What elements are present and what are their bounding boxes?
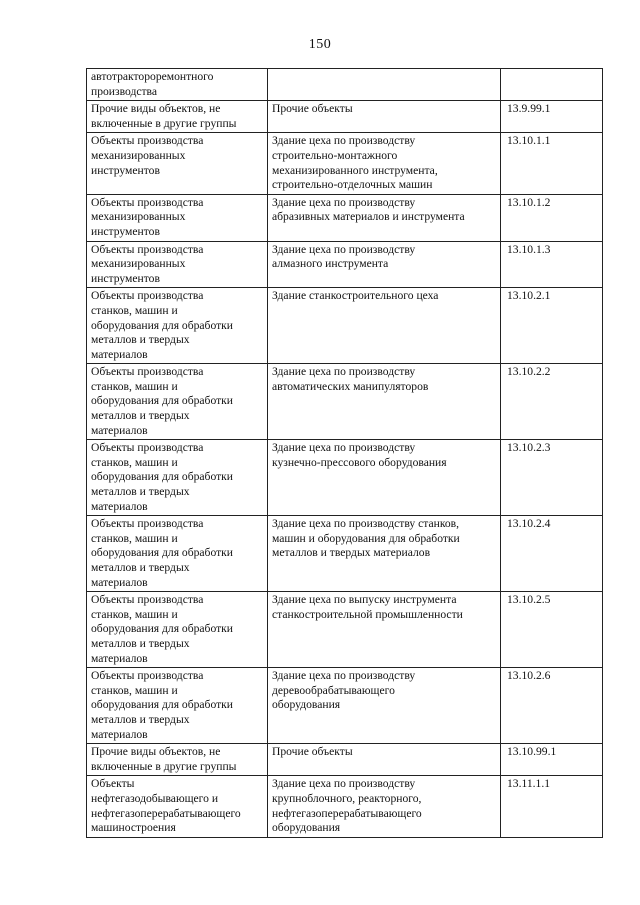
code-cell <box>501 101 603 133</box>
object-type-cell <box>87 101 268 133</box>
object-type-line: Прочие виды объектов, не <box>91 102 221 116</box>
building-line: автоматических манипуляторов <box>272 379 429 393</box>
object-type-cell <box>87 668 268 744</box>
object-type-line: станков, машин и <box>91 531 178 545</box>
building-line: Прочие объекты <box>272 745 353 759</box>
code-cell <box>501 516 603 592</box>
classification-code: 13.10.2.5 <box>507 593 551 607</box>
code-cell <box>501 744 603 776</box>
code-cell <box>501 592 603 668</box>
object-type-line: Объекты производства <box>91 289 204 303</box>
object-type-line: Объекты производства <box>91 195 204 209</box>
object-type-line: материалов <box>91 651 148 665</box>
object-type-cell <box>87 776 268 837</box>
code-cell <box>501 194 603 241</box>
object-type-line: нефтегазоперерабатывающего <box>91 806 241 820</box>
table-row <box>87 364 603 440</box>
object-type-cell <box>87 364 268 440</box>
building-cell <box>268 744 501 776</box>
object-type-line: металлов и твердых <box>91 333 190 347</box>
classification-code: 13.11.1.1 <box>507 777 551 791</box>
object-type-line: механизированных <box>91 257 186 271</box>
object-type-line: инструментов <box>91 271 160 285</box>
object-type-cell <box>87 516 268 592</box>
classification-code: 13.10.99.1 <box>507 745 557 759</box>
building-line: станкостроительной промышленности <box>272 607 463 621</box>
building-line: деревообрабатывающего <box>272 683 395 697</box>
building-line: Здание цеха по производству <box>272 365 416 379</box>
object-type-cell <box>87 133 268 194</box>
building-cell <box>268 241 501 288</box>
object-type-line: механизированных <box>91 148 186 162</box>
building-line: оборудования <box>272 821 341 835</box>
object-type-line: Прочие виды объектов, не <box>91 745 221 759</box>
object-type-line: Объекты производства <box>91 365 204 379</box>
table-row <box>87 194 603 241</box>
building-cell <box>268 69 501 101</box>
building-line: Здание цеха по производству <box>272 242 416 256</box>
building-cell <box>268 592 501 668</box>
building-line: Здание станкостроительного цеха <box>272 289 439 303</box>
building-line: металлов и твердых материалов <box>272 546 431 560</box>
building-cell <box>268 194 501 241</box>
building-cell <box>268 516 501 592</box>
table-row <box>87 440 603 516</box>
object-type-line: металлов и твердых <box>91 485 190 499</box>
object-type-cell <box>87 288 268 364</box>
object-type-line: инструментов <box>91 224 160 238</box>
building-cell <box>268 133 501 194</box>
object-type-line: производства <box>91 84 158 98</box>
object-type-cell <box>87 241 268 288</box>
object-type-cell <box>87 592 268 668</box>
object-type-line: Объекты производства <box>91 669 204 683</box>
object-type-line: Объекты производства <box>91 517 204 531</box>
building-cell <box>268 440 501 516</box>
table-row <box>87 668 603 744</box>
table-row <box>87 241 603 288</box>
building-line: строительно-отделочных машин <box>272 178 433 192</box>
building-line: абразивных материалов и инструмента <box>272 210 465 224</box>
object-type-line: автотрактороремонтного <box>91 70 214 83</box>
building-line: Прочие объекты <box>272 102 353 116</box>
table-body <box>87 69 603 838</box>
table-row <box>87 101 603 133</box>
object-type-line: механизированных <box>91 210 186 224</box>
table-row <box>87 516 603 592</box>
object-type-line: оборудования для обработки <box>91 622 234 636</box>
object-type-line: станков, машин и <box>91 607 178 621</box>
building-line: Здание цеха по производству станков, <box>272 517 460 531</box>
object-type-cell <box>87 744 268 776</box>
classification-table <box>86 68 603 838</box>
object-type-line: Объекты производства <box>91 134 204 148</box>
building-cell <box>268 668 501 744</box>
code-cell <box>501 440 603 516</box>
object-type-line: Объекты производства <box>91 593 204 607</box>
building-line: строительно-монтажного <box>272 148 398 162</box>
object-type-line: металлов и твердых <box>91 409 190 423</box>
object-type-cell <box>87 440 268 516</box>
building-line: Здание цеха по производству <box>272 669 416 683</box>
object-type-line: Объекты производства <box>91 441 204 455</box>
table-row <box>87 592 603 668</box>
object-type-line: металлов и твердых <box>91 561 190 574</box>
object-type-line: оборудования для обработки <box>91 394 234 408</box>
code-cell <box>501 69 603 101</box>
building-line: Здание цеха по производству <box>272 777 416 791</box>
object-type-line: материалов <box>91 727 148 741</box>
classification-code: 13.10.1.3 <box>507 242 551 256</box>
object-type-line: материалов <box>91 499 148 513</box>
building-cell <box>268 364 501 440</box>
building-cell <box>268 288 501 364</box>
object-type-line: инструментов <box>91 163 160 177</box>
building-line: Здание цеха по выпуску инструмента <box>272 593 457 607</box>
code-cell <box>501 241 603 288</box>
building-cell <box>268 101 501 133</box>
object-type-line: оборудования для обработки <box>91 318 234 332</box>
building-cell <box>268 776 501 837</box>
object-type-line: Объекты <box>91 777 135 791</box>
building-line: Здание цеха по производству <box>272 134 416 148</box>
table-row <box>87 744 603 776</box>
code-cell <box>501 668 603 744</box>
building-line: кузнечно-прессового оборудования <box>272 455 447 469</box>
object-type-cell <box>87 69 268 101</box>
object-type-line: металлов и твердых <box>91 636 190 650</box>
page-number: 150 <box>308 37 332 52</box>
building-line: алмазного инструмента <box>272 257 389 271</box>
object-type-line: металлов и твердых <box>91 712 190 726</box>
classification-code: 13.10.2.2 <box>507 365 551 379</box>
table-row <box>87 776 603 837</box>
table-row <box>87 69 603 101</box>
classification-code: 13.10.1.2 <box>507 195 551 209</box>
classification-code: 13.10.2.3 <box>507 441 551 455</box>
table-row <box>87 288 603 364</box>
building-line: механизированного инструмента, <box>272 163 438 177</box>
classification-code: 13.10.2.1 <box>507 289 551 303</box>
classification-code: 13.9.99.1 <box>507 102 551 116</box>
object-type-line: материалов <box>91 575 148 589</box>
object-type-line: оборудования для обработки <box>91 546 234 560</box>
building-line: оборудования <box>272 698 341 712</box>
object-type-line: оборудования для обработки <box>91 470 234 484</box>
table-row <box>87 133 603 194</box>
building-line: крупноблочного, реакторного, <box>272 791 422 805</box>
object-type-line: Объекты производства <box>91 242 204 256</box>
object-type-line: нефтегазодобывающего и <box>91 791 219 805</box>
object-type-line: станков, машин и <box>91 455 178 469</box>
building-line: Здание цеха по производству <box>272 441 416 455</box>
code-cell <box>501 364 603 440</box>
classification-code: 13.10.2.4 <box>507 517 551 531</box>
object-type-line: оборудования для обработки <box>91 698 234 712</box>
object-type-line: материалов <box>91 423 148 437</box>
object-type-line: станков, машин и <box>91 303 178 317</box>
object-type-line: машиностроения <box>91 821 176 835</box>
building-line: нефтегазоперерабатывающего <box>272 806 422 820</box>
object-type-line: станков, машин и <box>91 379 178 393</box>
object-type-line: включенные в другие группы <box>91 759 237 773</box>
code-cell <box>501 288 603 364</box>
classification-code: 13.10.2.6 <box>507 669 551 683</box>
object-type-line: включенные в другие группы <box>91 116 237 130</box>
object-type-cell <box>87 194 268 241</box>
building-line: машин и оборудования для обработки <box>272 531 460 545</box>
code-cell <box>501 133 603 194</box>
classification-code: 13.10.1.1 <box>507 134 551 148</box>
code-cell <box>501 776 603 837</box>
object-type-line: станков, машин и <box>91 683 178 697</box>
building-line: Здание цеха по производству <box>272 195 416 209</box>
object-type-line: материалов <box>91 347 148 361</box>
